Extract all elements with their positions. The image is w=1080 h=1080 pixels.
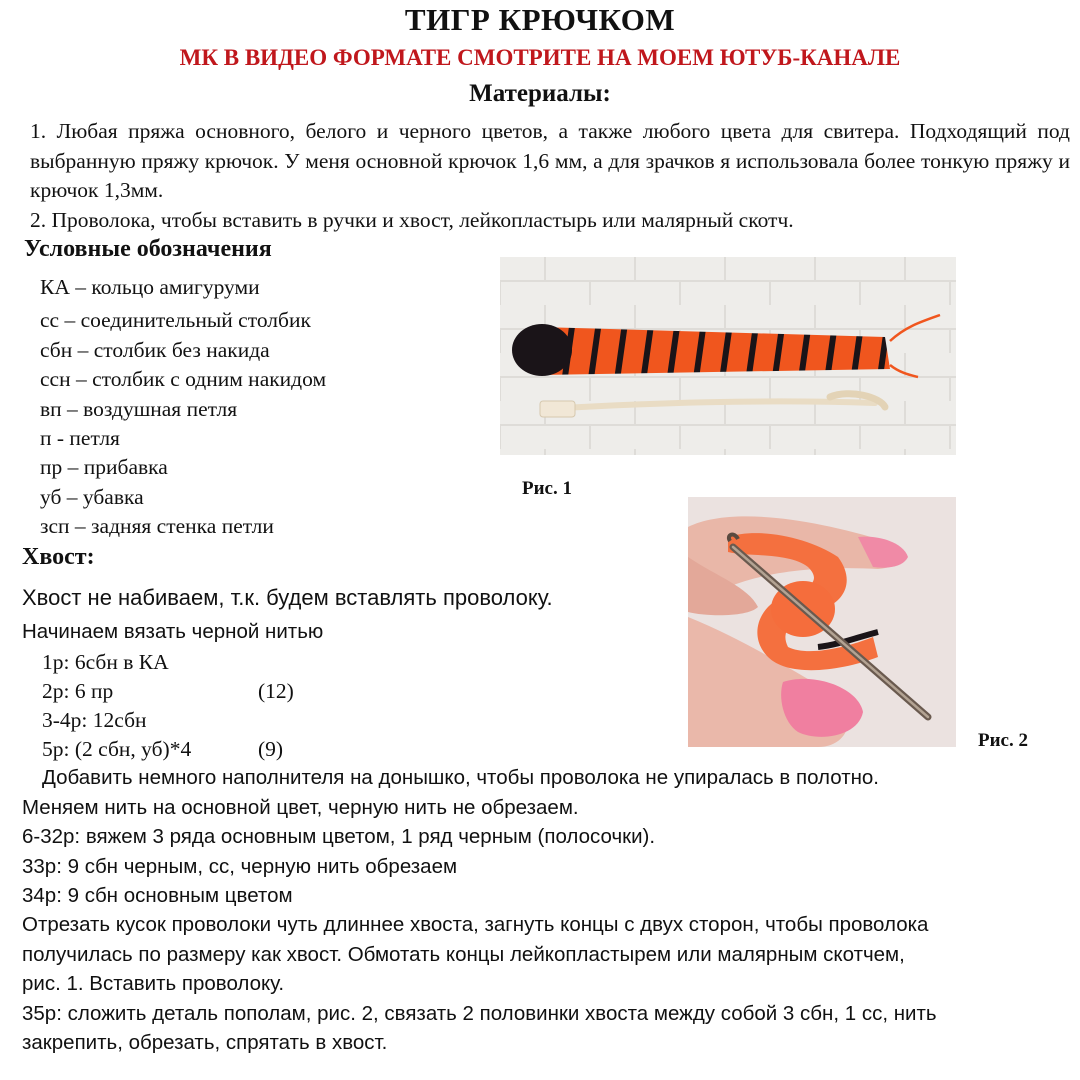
materials-item-2: 2. Проволока, чтобы вставить в ручки и хвост, лейкопластырь или малярный скотч. [30, 207, 794, 232]
tail-line: Отрезать кусок проволоки чуть длиннее хвоста, загнуть концы с двух сторон, чтобы проволока [22, 913, 929, 936]
legend-item: зсп – задняя стенка петли [40, 514, 274, 539]
figure-2-caption: Рис. 2 [978, 730, 1028, 751]
tail-row-count: (9) [258, 737, 284, 761]
legend-item: п - петля [40, 425, 120, 450]
materials-list [30, 117, 1070, 235]
tail-and-wire-illustration [500, 257, 956, 455]
legend-item: ссн – столбик с одним накидом [40, 367, 327, 392]
tail-row: 5р: (2 сбн, уб)*4 [42, 737, 192, 761]
legend-item: вп – воздушная петля [40, 396, 238, 421]
legend-item: уб – убавка [40, 484, 144, 509]
legend-item: КА – кольцо амигуруми [40, 275, 260, 299]
tail-heading: Хвост: [22, 544, 95, 570]
tail-line: 33р: 9 сбн черным, сс, черную нить обрезаем [22, 855, 458, 878]
tail-line: получилась по размеру как хвост. Обмотать концы лейкопластырем или малярным скотчем, [22, 943, 905, 966]
tail-line: 34р: 9 сбн основным цветом [22, 884, 293, 907]
tail-line: Меняем нить на основной цвет, черную нить не обрезаем. [22, 796, 579, 819]
legend-heading: Условные обозначения [24, 236, 272, 262]
crochet-hook-illustration [688, 497, 956, 747]
materials-item-1: 1. Любая пряжа основного, белого и черного цветов, а также любого цвета для свитера. Подходящий под выбранную пряжу крючок. У меня основной крючок 1,6 мм, а для зрачков я использовала более тонкую пряжу и крючок 1,3мм. [30, 119, 1070, 202]
tail-start: Начинаем вязать черной нитью [22, 620, 324, 643]
tail-intro: Хвост не набиваем, т.к. будем вставлять проволоку. [22, 585, 553, 610]
tail-row: 1р: 6сбн в КА [42, 650, 169, 674]
tail-line: 6-32р: вяжем 3 ряда основным цветом, 1 ряд черным (полосочки). [22, 825, 656, 848]
materials-heading: Материалы: [469, 80, 611, 107]
figure-1-photo [500, 257, 956, 455]
figure-1-caption: Рис. 1 [522, 478, 572, 499]
tail-line: Добавить немного наполнителя на донышко, чтобы проволока не упиралась в полотно. [42, 766, 880, 789]
tail-line: 35р: сложить деталь пополам, рис. 2, связать 2 половинки хвоста между собой 3 сбн, 1 сс, нить [22, 1002, 937, 1025]
tail-row-count: (12) [258, 679, 294, 703]
legend-item: сс – соединительный столбик [40, 308, 311, 333]
tail-line: закрепить, обрезать, спрятать в хвост. [22, 1031, 388, 1054]
tail-row: 2р: 6 пр [42, 679, 114, 703]
tail-line: рис. 1. Вставить проволоку. [22, 972, 285, 995]
legend-item: сбн – столбик без накида [40, 337, 270, 362]
legend-item: пр – прибавка [40, 455, 168, 480]
video-link-subtitle: МК В ВИДЕО ФОРМАТЕ СМОТРИТЕ НА МОЕМ ЮТУБ-КАНАЛЕ [179, 45, 901, 70]
figure-2-photo [688, 497, 956, 747]
legend-list [40, 273, 326, 542]
page-title: ТИГР КРЮЧКОМ [404, 2, 676, 37]
tail-row: 3-4р: 12сбн [42, 708, 147, 732]
